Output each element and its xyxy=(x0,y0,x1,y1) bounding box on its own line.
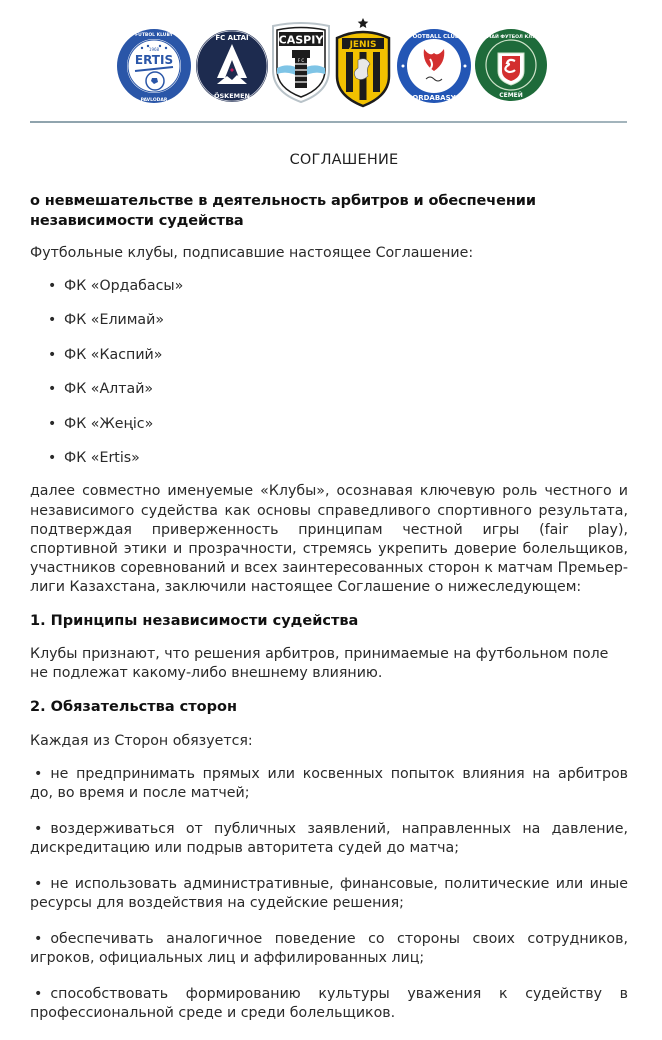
list-item xyxy=(48,448,628,468)
obligation-item xyxy=(30,985,628,1024)
club-name: ФК «Ertis» xyxy=(64,449,140,466)
altai-logo-top: FC ALTAI xyxy=(215,34,249,42)
list-item xyxy=(48,414,628,434)
obligations-list xyxy=(30,765,628,1024)
obligation-text: обеспечивать аналогичное поведение со стороны своих сотрудников, игроков, официальных лиц и аффилированных лиц; xyxy=(30,930,628,967)
bullet-icon: • xyxy=(48,312,57,329)
clubs-list xyxy=(48,276,628,468)
obligation-text: воздерживаться от публичных заявлений, направленных на давление, дискредитацию или подрыв авторитета судей до матча; xyxy=(30,820,628,857)
ertis-logo xyxy=(115,27,193,105)
obligation-text: не использовать административные, финансовые, политические или иные ресурсы для воздействия на судейские решения; xyxy=(30,875,628,912)
obligation-item xyxy=(30,765,628,804)
obligation-text: не предпринимать прямых или косвенных попыток влияния на арбитров до, во время и после матчей; xyxy=(30,765,628,802)
clubs-intro: Футбольные клубы, подписавшие настоящее Соглашение: xyxy=(30,245,474,261)
obligation-item xyxy=(30,820,628,859)
bullet-icon: • xyxy=(34,820,43,837)
bullet-icon: • xyxy=(34,930,43,947)
club-name: ФК «Елимай» xyxy=(64,312,165,329)
elimai-logo xyxy=(474,27,548,103)
elimai-logo-top: ЕЛІМАЙ ФУТБОЛ КЛУБЫ xyxy=(478,35,544,40)
list-item xyxy=(48,310,628,330)
section-1-text: Клубы признают, что решения арбитров, принимаемые на футбольном поле не подлежат какому-либо внешнему влиянию. xyxy=(30,645,609,682)
document-subtitle: о невмешательстве в деятельность арбитров и обеспечении независимости судейства xyxy=(30,193,536,229)
jenis-logo xyxy=(332,16,394,108)
ertis-logo-bottom: PAVLODAR xyxy=(140,98,168,103)
jenis-logo-text: JENIS xyxy=(349,40,377,50)
ertis-logo-top: FUTBOL KLUBY xyxy=(135,33,173,38)
obligation-item xyxy=(30,875,628,914)
list-item xyxy=(48,276,628,296)
ertis-logo-year: 1968 xyxy=(148,47,160,52)
section-2-intro: Каждая из Сторон обязуется: xyxy=(30,732,253,749)
elimai-logo-bottom: СЕМЕЙ xyxy=(499,92,523,99)
club-name: ФК «Жеңіс» xyxy=(64,415,154,432)
document-title: СОГЛАШЕНИЕ xyxy=(289,152,399,168)
bullet-icon: • xyxy=(48,415,57,432)
bullet-icon: • xyxy=(48,449,57,466)
caspiy-logo-sub: F C xyxy=(297,58,305,63)
section-1-heading: 1. Принципы независимости судейства xyxy=(30,612,359,629)
club-name: ФК «Ордабасы» xyxy=(64,278,184,294)
bullet-icon: • xyxy=(34,765,43,782)
altai-logo xyxy=(195,28,269,104)
ertis-logo-text: ERTIS xyxy=(134,53,174,67)
club-name: ФК «Каспий» xyxy=(64,346,163,363)
ordabasy-logo xyxy=(396,27,472,105)
altai-logo-bottom: ÖSKEMEN xyxy=(213,92,251,100)
bullet-icon: • xyxy=(34,875,43,892)
obligation-item xyxy=(30,930,628,969)
bullet-icon: • xyxy=(34,985,43,1002)
section-2-heading: 2. Обязательства сторон xyxy=(30,698,237,715)
obligation-text: способствовать формированию культуры уважения к судейству в профессиональной среде и среди болельщиков. xyxy=(30,985,628,1022)
ordabasy-logo-top: FOOTBALL CLUB xyxy=(408,34,460,40)
ordabasy-logo-bottom: ORDABASY xyxy=(412,94,456,102)
list-item xyxy=(48,379,628,399)
bullet-icon: • xyxy=(48,278,57,294)
agreement-document xyxy=(30,150,628,1040)
club-name: ФК «Алтай» xyxy=(64,381,154,398)
list-item xyxy=(48,345,628,365)
caspiy-logo xyxy=(269,22,333,104)
caspiy-logo-text: CASPIY xyxy=(278,33,324,47)
preamble-paragraph: далее совместно именуемые «Клубы», осознавая ключевую роль честного и независимого судейства как основы справедливого спортивного результата, подтверждая приверженность принципам честной игры (fair play), спортивной этики и прозрачности, стремясь укрепить доверие болельщиков, участников соревнований и всех заинтересованных сторон к матчам Премьер-лиги Казахстана, заключили настоящее Соглашение о нижеследующем: xyxy=(30,483,628,596)
bullet-icon: • xyxy=(48,346,57,363)
club-logos-header xyxy=(0,14,662,110)
bullet-icon: • xyxy=(48,381,57,398)
header-divider xyxy=(30,121,627,123)
